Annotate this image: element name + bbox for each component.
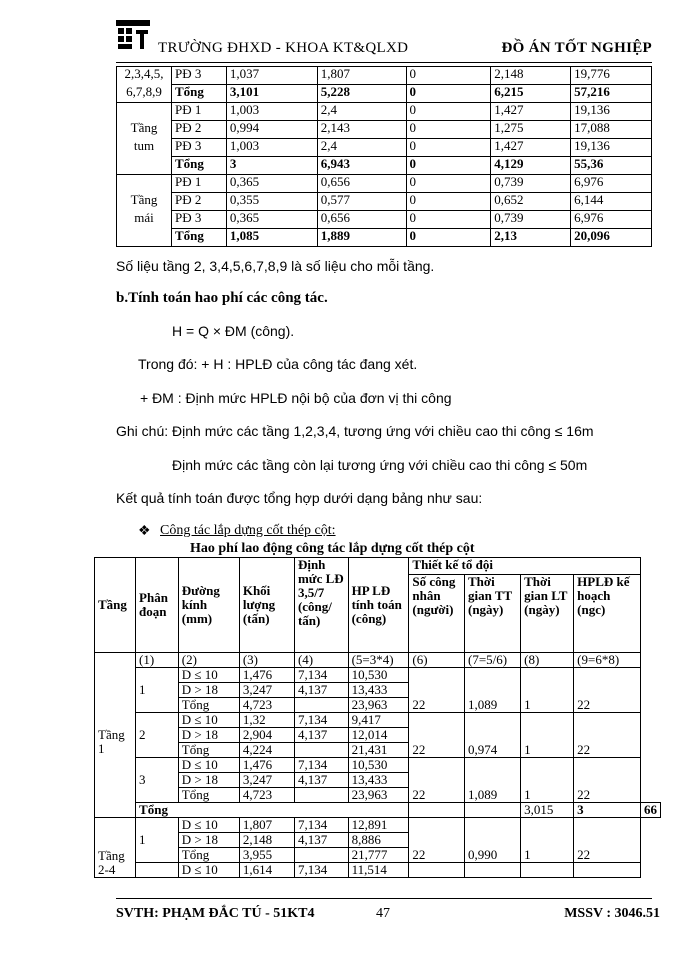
table-row (117, 211, 652, 229)
column-index: (1) (136, 653, 179, 668)
column-index: (2) (178, 653, 239, 668)
table-cell: 57,216 (571, 85, 652, 103)
table-cell: 19,136 (571, 139, 652, 157)
team-hp: 22 (574, 713, 641, 758)
total-lt: 3 (574, 803, 641, 818)
footer-divider (116, 898, 652, 899)
section-heading: b.Tính toán hao phí các công tác. (116, 290, 328, 306)
table-row (95, 713, 661, 728)
table-cell: PĐ 2 (171, 193, 226, 211)
table-cell: 0,739 (491, 175, 571, 193)
table-row (117, 121, 652, 139)
table-cell: 7,134 (294, 818, 348, 833)
table-cell: 3,101 (226, 85, 317, 103)
floor-label: 6,7,8,9 (117, 85, 172, 103)
table-cell: 6,943 (317, 157, 406, 175)
team-lt: 1 (521, 818, 574, 863)
header-hp-plan: HPLĐ kế hoạch (ngc) (574, 575, 641, 653)
table-cell: D > 18 (178, 833, 239, 848)
table-cell: PĐ 2 (171, 121, 226, 139)
table-cell: 0,739 (491, 211, 571, 229)
table-cell (294, 743, 348, 758)
table-cell: 0,355 (226, 193, 317, 211)
column-index: (3) (239, 653, 294, 668)
table-row (117, 157, 652, 175)
segment-label: 1 (136, 818, 179, 863)
table-cell: 1,889 (317, 229, 406, 247)
table-cell: 0 (406, 121, 491, 139)
floor-note: Số liệu tầng 2, 3,4,5,6,7,8,9 là số liệu cho mỗi tầng. (116, 258, 435, 274)
table-cell: 2,148 (491, 67, 571, 85)
table-cell: 1,427 (491, 103, 571, 121)
floor-summary-table (116, 66, 652, 247)
header-diameter: Đường kính (mm) (178, 558, 239, 653)
team-hp: 22 (574, 668, 641, 713)
table-cell: 4,224 (239, 743, 294, 758)
team-workers: 22 (409, 668, 465, 713)
team-workers: 22 (409, 758, 465, 803)
table-cell: 7,134 (294, 668, 348, 683)
table-cell: 21,777 (348, 848, 409, 863)
table-cell: 6,144 (571, 193, 652, 211)
table-cell: Tổng (178, 848, 239, 863)
header-school: TRƯỜNG ĐHXD - KHOA KT&QLXD (158, 40, 409, 56)
table-cell: 11,514 (348, 863, 409, 878)
table-cell: 21,431 (348, 743, 409, 758)
table-cell: 1,476 (239, 668, 294, 683)
header-hp: HP LĐ tính toán (công) (348, 558, 409, 653)
footer-student-id: MSSV : 3046.51 (564, 906, 660, 921)
header-time-lt: Thời gian LT (ngày) (521, 575, 574, 653)
column-index: (9=6*8) (574, 653, 641, 668)
table-cell (465, 803, 521, 818)
table-cell (574, 863, 641, 878)
table-cell: 0 (406, 211, 491, 229)
definition-h: Trong đó: + H : HPLĐ của công tác đang xét. (138, 356, 418, 372)
table-cell: 0,656 (317, 175, 406, 193)
table-cell: 7,134 (294, 758, 348, 773)
total-row (95, 803, 661, 818)
header-volume: Khối lượng (tấn) (239, 558, 294, 653)
table-cell: 0 (406, 85, 491, 103)
header-time-tt: Thời gian TT (ngày) (465, 575, 521, 653)
table-row (117, 139, 652, 157)
table-cell: 0 (406, 103, 491, 121)
table-cell: 1,037 (226, 67, 317, 85)
table-cell: D ≤ 10 (178, 758, 239, 773)
table-cell: 0 (406, 157, 491, 175)
table-cell: 1,807 (317, 67, 406, 85)
table-row (95, 818, 661, 833)
table-cell (409, 863, 465, 878)
table-cell: 5,228 (317, 85, 406, 103)
table-cell: 12,891 (348, 818, 409, 833)
table-cell: 4,137 (294, 683, 348, 698)
floor-label: Tầng 1 (95, 668, 136, 818)
team-lt: 1 (521, 668, 574, 713)
floor-label: tum (117, 139, 172, 157)
table-row (117, 67, 652, 85)
floor-label (117, 229, 172, 247)
table-cell: 4,723 (239, 788, 294, 803)
header-title: ĐỒ ÁN TỐT NGHIỆP (501, 40, 652, 56)
footer-student: SVTH: PHẠM ĐẮC TÚ - 51KT4 (116, 906, 315, 921)
table-row (117, 229, 652, 247)
table-cell: D > 18 (178, 683, 239, 698)
table-cell: 23,963 (348, 788, 409, 803)
table-cell: 3,247 (239, 683, 294, 698)
table-cell (294, 698, 348, 713)
table-cell: 2,143 (317, 121, 406, 139)
table-cell: D > 18 (178, 728, 239, 743)
team-workers: 22 (409, 818, 465, 863)
table-cell: 0,656 (317, 211, 406, 229)
table-cell: 1,476 (239, 758, 294, 773)
table-cell: 0,577 (317, 193, 406, 211)
team-tt: 0,974 (465, 713, 521, 758)
table-cell: PĐ 1 (171, 103, 226, 121)
segment-label: 2 (136, 713, 179, 758)
floor-label: Tầng (117, 121, 172, 139)
floor-label-cell (95, 653, 136, 668)
table-cell: PĐ 3 (171, 139, 226, 157)
table-row (95, 758, 661, 773)
table-cell: PĐ 3 (171, 67, 226, 85)
subsection-title: Công tác lắp dựng cốt thép cột: (160, 523, 336, 538)
table-cell: 17,088 (571, 121, 652, 139)
table-cell: Tổng (178, 698, 239, 713)
table-cell: D ≤ 10 (178, 668, 239, 683)
table-cell: 4,137 (294, 773, 348, 788)
total-tt: 3,015 (521, 803, 574, 818)
floor-label: mái (117, 211, 172, 229)
column-index: (7=5/6) (465, 653, 521, 668)
team-lt: 1 (521, 758, 574, 803)
table-cell: 7,134 (294, 713, 348, 728)
table-cell: 6,215 (491, 85, 571, 103)
column-index: (6) (409, 653, 465, 668)
table-cell: 2,4 (317, 139, 406, 157)
table-cell: 2,904 (239, 728, 294, 743)
floor-label (117, 175, 172, 193)
table-cell: 23,963 (348, 698, 409, 713)
table2-title: Hao phí lao động công tác lắp dựng cốt thép cột (190, 541, 475, 556)
table-cell: Tổng (171, 85, 226, 103)
floor-label (117, 103, 172, 121)
table-cell: 13,433 (348, 773, 409, 788)
table-cell: 10,530 (348, 668, 409, 683)
note-line-1: Ghi chú: Định mức các tầng 1,2,3,4, tương ứng với chiều cao thi công ≤ 16m (116, 423, 594, 439)
table-cell: Tổng (178, 788, 239, 803)
table-cell (294, 848, 348, 863)
table-cell: 9,417 (348, 713, 409, 728)
table-cell: 3,247 (239, 773, 294, 788)
table-cell: 0 (406, 175, 491, 193)
table-cell: 4,723 (239, 698, 294, 713)
table-row (95, 668, 661, 683)
table-row (117, 103, 652, 121)
team-lt: 1 (521, 713, 574, 758)
table-cell: 4,137 (294, 833, 348, 848)
table-row (117, 85, 652, 103)
table-cell: 0,652 (491, 193, 571, 211)
table-cell: 1,275 (491, 121, 571, 139)
table-cell: 12,014 (348, 728, 409, 743)
floor-label: Tầng (117, 193, 172, 211)
table-cell: 2,4 (317, 103, 406, 121)
table-cell: D ≤ 10 (178, 863, 239, 878)
result-intro: Kết quả tính toán được tổng hợp dưới dạng bảng như sau: (116, 490, 483, 506)
table-cell: 10,530 (348, 758, 409, 773)
segment-label: 3 (136, 758, 179, 803)
table-cell: 2,13 (491, 229, 571, 247)
table-cell: 7,134 (294, 863, 348, 878)
table-cell: 1,32 (239, 713, 294, 728)
table-row (117, 193, 652, 211)
header-workers: Số công nhân (người) (409, 575, 465, 653)
table-cell: 0 (406, 229, 491, 247)
table-cell (294, 788, 348, 803)
header-segment: Phân đoạn (136, 558, 179, 653)
total-hp: 66 (641, 803, 661, 818)
table-cell: 3,955 (239, 848, 294, 863)
note-line-2: Định mức các tầng còn lại tương ứng với chiều cao thi công ≤ 50m (172, 457, 588, 473)
table-cell: Tổng (171, 157, 226, 175)
table-cell (409, 803, 465, 818)
table-cell: 3 (226, 157, 317, 175)
bullet-icon: ❖ (138, 524, 151, 539)
segment-label: 1 (136, 668, 179, 713)
column-index: (5=3*4) (348, 653, 409, 668)
page-number: 47 (376, 906, 390, 921)
index-row (95, 653, 661, 668)
table-cell: 0,994 (226, 121, 317, 139)
table-cell: 6,976 (571, 211, 652, 229)
team-hp: 22 (574, 818, 641, 863)
column-index: (8) (521, 653, 574, 668)
team-tt: 1,089 (465, 758, 521, 803)
table-cell: 19,136 (571, 103, 652, 121)
formula: H = Q × ĐM (công). (172, 323, 295, 339)
table-cell: 20,096 (571, 229, 652, 247)
table-cell (465, 863, 521, 878)
header-team-design: Thiết kế tổ đội (409, 558, 641, 575)
table-cell: PĐ 3 (171, 211, 226, 229)
table-cell: D ≤ 10 (178, 713, 239, 728)
table-cell: PĐ 1 (171, 175, 226, 193)
segment-label (136, 863, 179, 878)
floor-label: Tầng 2-4 (95, 818, 136, 878)
total-label: Tổng (136, 803, 409, 818)
table-row (95, 863, 661, 878)
table-cell: 0,365 (226, 175, 317, 193)
team-tt: 1,089 (465, 668, 521, 713)
table-cell: D ≤ 10 (178, 818, 239, 833)
team-tt: 0,990 (465, 818, 521, 863)
table-cell: 8,886 (348, 833, 409, 848)
table-cell: 2,148 (239, 833, 294, 848)
table-row (117, 175, 652, 193)
column-index: (4) (294, 653, 348, 668)
labor-cost-table (94, 557, 661, 878)
table-cell: 1,003 (226, 139, 317, 157)
table-cell: 19,776 (571, 67, 652, 85)
table-cell: 55,36 (571, 157, 652, 175)
table-cell: 0 (406, 139, 491, 157)
header-norm: Định mức LĐ 3,5/7 (công/ tấn) (294, 558, 348, 653)
table-cell: 1,085 (226, 229, 317, 247)
table-cell: 1,807 (239, 818, 294, 833)
floor-label: 2,3,4,5, (117, 67, 172, 85)
team-hp: 22 (574, 758, 641, 803)
floor-label (117, 157, 172, 175)
table-cell: 6,976 (571, 175, 652, 193)
table-cell: 1,427 (491, 139, 571, 157)
team-workers: 22 (409, 713, 465, 758)
table-cell (521, 863, 574, 878)
table-cell: 0 (406, 67, 491, 85)
table-cell: 0,365 (226, 211, 317, 229)
table-cell: Tổng (178, 743, 239, 758)
table-cell: 1,003 (226, 103, 317, 121)
table-cell: 1,614 (239, 863, 294, 878)
definition-dm: + ĐM : Định mức HPLĐ nội bộ của đơn vị thi công (140, 390, 452, 406)
table-cell: 4,129 (491, 157, 571, 175)
table-cell: 0 (406, 193, 491, 211)
header-floor: Tầng (95, 558, 136, 653)
table-cell: Tổng (171, 229, 226, 247)
table-cell: 4,137 (294, 728, 348, 743)
table-cell: D > 18 (178, 773, 239, 788)
table-cell: 13,433 (348, 683, 409, 698)
